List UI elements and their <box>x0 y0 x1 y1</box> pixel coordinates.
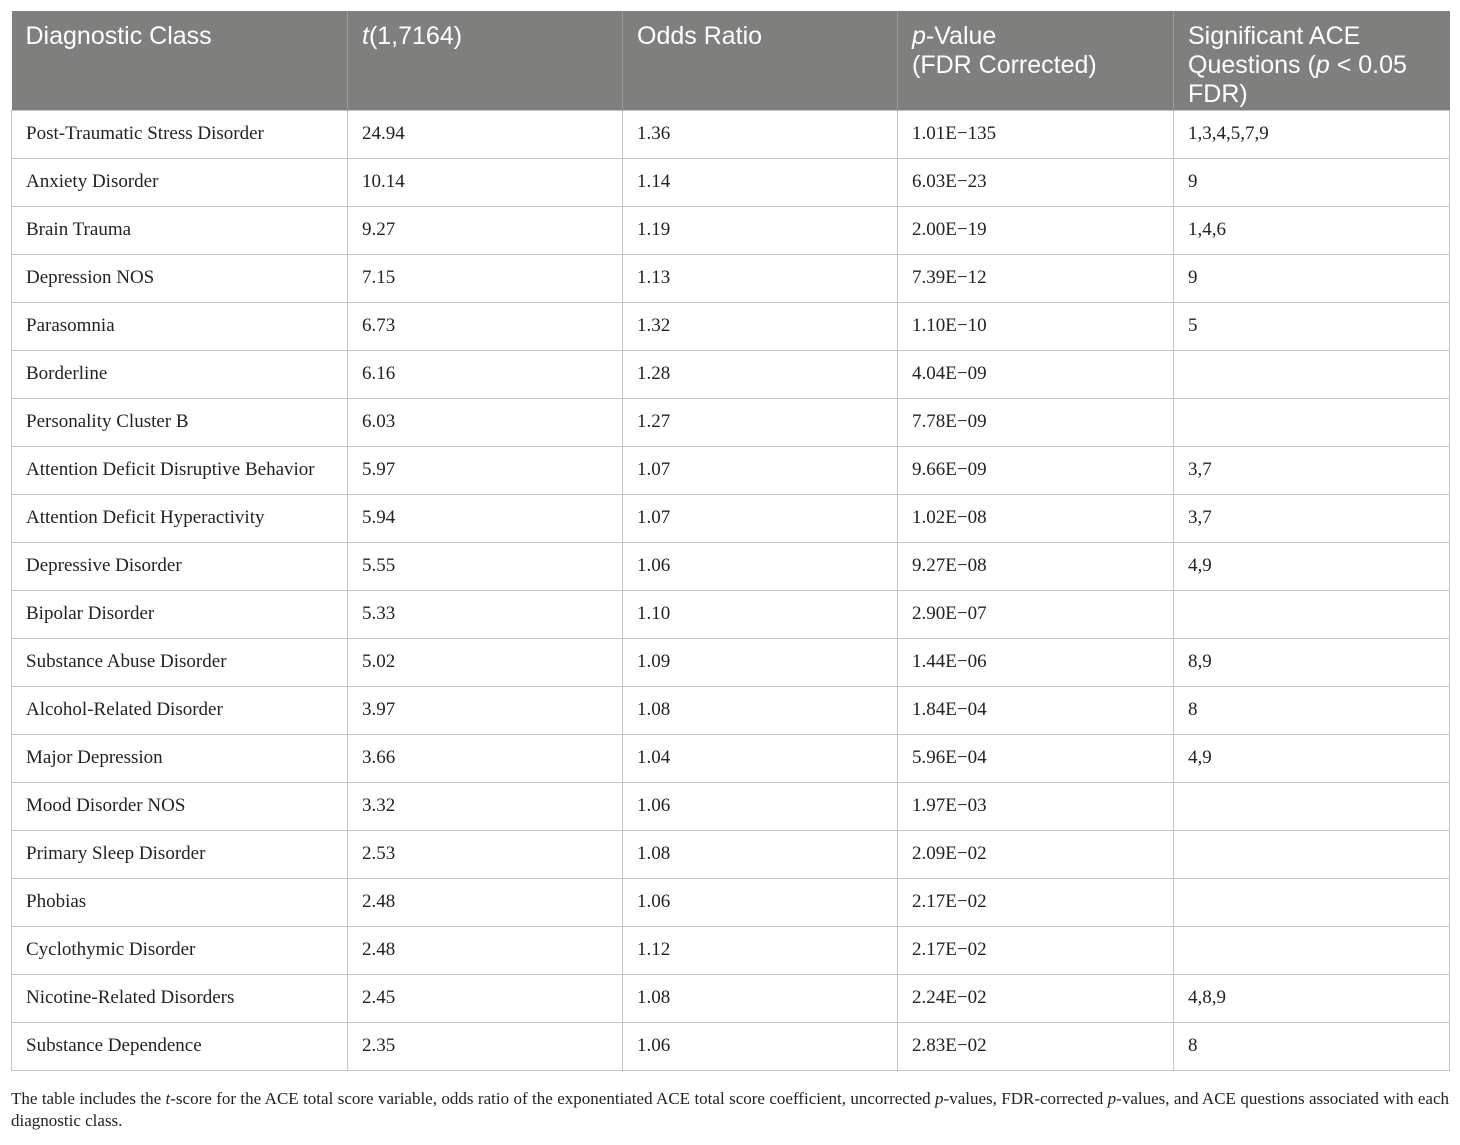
header-p-value-correction: (FDR Corrected) <box>912 51 1097 79</box>
cell-diagnostic-class: Substance Abuse Disorder <box>12 638 348 686</box>
table-row <box>12 1022 1450 1070</box>
cell-diagnostic-class: Cyclothymic Disorder <box>12 926 348 974</box>
table-row <box>12 110 1450 158</box>
cell-t-score: 6.03 <box>348 398 623 446</box>
cell-ace-questions: 4,8,9 <box>1174 974 1450 1022</box>
cell-p-value: 7.78E−09 <box>898 398 1174 446</box>
cell-odds-ratio: 1.06 <box>623 878 898 926</box>
table-row <box>12 254 1450 302</box>
table-row <box>12 542 1450 590</box>
cell-p-value: 1.02E−08 <box>898 494 1174 542</box>
cell-odds-ratio: 1.28 <box>623 350 898 398</box>
footnote-t-symbol: t <box>165 1089 171 1108</box>
cell-ace-questions <box>1174 926 1450 974</box>
cell-odds-ratio: 1.08 <box>623 974 898 1022</box>
cell-ace-questions <box>1174 782 1450 830</box>
cell-p-value: 1.97E−03 <box>898 782 1174 830</box>
cell-p-value: 1.84E−04 <box>898 686 1174 734</box>
cell-diagnostic-class: Personality Cluster B <box>12 398 348 446</box>
header-diagnostic-class-label: Diagnostic Class <box>25 22 212 50</box>
diagnostic-class-table <box>11 11 1450 1071</box>
cell-diagnostic-class: Bipolar Disorder <box>12 590 348 638</box>
table-row <box>12 590 1450 638</box>
cell-odds-ratio: 1.12 <box>623 926 898 974</box>
cell-p-value: 1.44E−06 <box>898 638 1174 686</box>
cell-diagnostic-class: Mood Disorder NOS <box>12 782 348 830</box>
cell-ace-questions <box>1174 350 1450 398</box>
cell-diagnostic-class: Parasomnia <box>12 302 348 350</box>
header-ace-p-symbol: p <box>1315 51 1330 79</box>
table-row <box>12 926 1450 974</box>
header-ace-part2: < 0.05 FDR) <box>1188 51 1407 108</box>
cell-p-value: 4.04E−09 <box>898 350 1174 398</box>
table-row <box>12 734 1450 782</box>
cell-t-score: 2.48 <box>348 926 623 974</box>
cell-ace-questions <box>1174 590 1450 638</box>
cell-ace-questions <box>1174 398 1450 446</box>
cell-odds-ratio: 1.06 <box>623 542 898 590</box>
cell-p-value: 2.17E−02 <box>898 878 1174 926</box>
cell-ace-questions: 1,3,4,5,7,9 <box>1174 110 1450 158</box>
cell-ace-questions <box>1174 830 1450 878</box>
cell-diagnostic-class: Borderline <box>12 350 348 398</box>
cell-p-value: 9.66E−09 <box>898 446 1174 494</box>
cell-diagnostic-class: Attention Deficit Disruptive Behavior <box>12 446 348 494</box>
cell-t-score: 6.16 <box>348 350 623 398</box>
table-row <box>12 494 1450 542</box>
cell-odds-ratio: 1.08 <box>623 830 898 878</box>
cell-t-score: 3.32 <box>348 782 623 830</box>
cell-diagnostic-class: Major Depression <box>12 734 348 782</box>
cell-t-score: 2.53 <box>348 830 623 878</box>
cell-odds-ratio: 1.32 <box>623 302 898 350</box>
header-diagnostic-class <box>12 11 348 110</box>
cell-t-score: 5.55 <box>348 542 623 590</box>
header-row <box>12 11 1450 110</box>
cell-ace-questions: 4,9 <box>1174 542 1450 590</box>
header-t-dof: (1,7164) <box>368 22 463 50</box>
header-t-score <box>348 11 623 110</box>
cell-ace-questions: 8 <box>1174 686 1450 734</box>
header-odds-ratio <box>623 11 898 110</box>
table-body <box>12 110 1450 1070</box>
results-table-container <box>11 11 1449 1071</box>
cell-diagnostic-class: Alcohol-Related Disorder <box>12 686 348 734</box>
table-row <box>12 830 1450 878</box>
cell-ace-questions: 8,9 <box>1174 638 1450 686</box>
header-ace-part1: Significant ACE Questions ( <box>1188 22 1361 79</box>
cell-t-score: 9.27 <box>348 206 623 254</box>
footnote-text-3: -values, FDR-corrected <box>943 1089 1108 1108</box>
cell-odds-ratio: 1.07 <box>623 494 898 542</box>
cell-odds-ratio: 1.06 <box>623 1022 898 1070</box>
cell-t-score: 2.35 <box>348 1022 623 1070</box>
table-row <box>12 158 1450 206</box>
cell-p-value: 2.17E−02 <box>898 926 1174 974</box>
cell-p-value: 2.24E−02 <box>898 974 1174 1022</box>
cell-odds-ratio: 1.08 <box>623 686 898 734</box>
cell-p-value: 1.10E−10 <box>898 302 1174 350</box>
cell-diagnostic-class: Post-Traumatic Stress Disorder <box>12 110 348 158</box>
cell-p-value: 5.96E−04 <box>898 734 1174 782</box>
cell-diagnostic-class: Phobias <box>12 878 348 926</box>
cell-t-score: 5.97 <box>348 446 623 494</box>
cell-t-score: 3.66 <box>348 734 623 782</box>
table-row <box>12 974 1450 1022</box>
cell-ace-questions: 3,7 <box>1174 494 1450 542</box>
cell-diagnostic-class: Anxiety Disorder <box>12 158 348 206</box>
cell-p-value: 7.39E−12 <box>898 254 1174 302</box>
cell-p-value: 2.09E−02 <box>898 830 1174 878</box>
cell-t-score: 6.73 <box>348 302 623 350</box>
table-row <box>12 446 1450 494</box>
cell-ace-questions: 1,4,6 <box>1174 206 1450 254</box>
table-row <box>12 878 1450 926</box>
header-t-symbol: t <box>362 22 369 50</box>
cell-odds-ratio: 1.14 <box>623 158 898 206</box>
header-significant-ace <box>1174 11 1450 110</box>
cell-odds-ratio: 1.19 <box>623 206 898 254</box>
table-row <box>12 206 1450 254</box>
footnote-text-1: The table includes the <box>11 1089 166 1108</box>
table-row <box>12 398 1450 446</box>
cell-odds-ratio: 1.36 <box>623 110 898 158</box>
cell-diagnostic-class: Brain Trauma <box>12 206 348 254</box>
table-footnote <box>11 1088 1449 1132</box>
footnote-p-symbol-1: p <box>935 1089 944 1108</box>
cell-odds-ratio: 1.13 <box>623 254 898 302</box>
cell-p-value: 6.03E−23 <box>898 158 1174 206</box>
cell-t-score: 24.94 <box>348 110 623 158</box>
cell-t-score: 2.45 <box>348 974 623 1022</box>
cell-diagnostic-class: Substance Dependence <box>12 1022 348 1070</box>
table-header <box>12 11 1450 110</box>
cell-odds-ratio: 1.27 <box>623 398 898 446</box>
cell-odds-ratio: 1.09 <box>623 638 898 686</box>
cell-diagnostic-class: Depression NOS <box>12 254 348 302</box>
cell-t-score: 5.02 <box>348 638 623 686</box>
table-row <box>12 302 1450 350</box>
table-row <box>12 638 1450 686</box>
cell-odds-ratio: 1.04 <box>623 734 898 782</box>
cell-diagnostic-class: Primary Sleep Disorder <box>12 830 348 878</box>
cell-ace-questions: 8 <box>1174 1022 1450 1070</box>
footnote-p-symbol-2: p <box>1107 1089 1117 1108</box>
footnote-text-4: -values, and ACE questions associated with each diagnostic class. <box>11 1089 1450 1130</box>
cell-t-score: 7.15 <box>348 254 623 302</box>
footnote-text-2: -score for the ACE total score variable, odds ratio of the exponentiated ACE total score coefficient, uncorrected <box>170 1089 936 1108</box>
cell-t-score: 5.33 <box>348 590 623 638</box>
table-row <box>12 782 1450 830</box>
cell-diagnostic-class: Depressive Disorder <box>12 542 348 590</box>
cell-p-value: 1.01E−135 <box>898 110 1174 158</box>
cell-ace-questions: 9 <box>1174 158 1450 206</box>
cell-diagnostic-class: Attention Deficit Hyperactivity <box>12 494 348 542</box>
cell-p-value: 9.27E−08 <box>898 542 1174 590</box>
cell-odds-ratio: 1.10 <box>623 590 898 638</box>
header-odds-ratio-label: Odds Ratio <box>637 22 763 50</box>
cell-ace-questions: 5 <box>1174 302 1450 350</box>
cell-p-value: 2.83E−02 <box>898 1022 1174 1070</box>
header-p-value-label: -Value <box>925 22 997 50</box>
cell-odds-ratio: 1.07 <box>623 446 898 494</box>
cell-ace-questions: 4,9 <box>1174 734 1450 782</box>
cell-t-score: 2.48 <box>348 878 623 926</box>
cell-t-score: 3.97 <box>348 686 623 734</box>
cell-p-value: 2.00E−19 <box>898 206 1174 254</box>
cell-t-score: 10.14 <box>348 158 623 206</box>
cell-ace-questions: 3,7 <box>1174 446 1450 494</box>
cell-t-score: 5.94 <box>348 494 623 542</box>
table-row <box>12 350 1450 398</box>
cell-ace-questions: 9 <box>1174 254 1450 302</box>
cell-diagnostic-class: Nicotine-Related Disorders <box>12 974 348 1022</box>
cell-p-value: 2.90E−07 <box>898 590 1174 638</box>
table-row <box>12 686 1450 734</box>
cell-ace-questions <box>1174 878 1450 926</box>
header-p-symbol: p <box>912 22 926 50</box>
cell-odds-ratio: 1.06 <box>623 782 898 830</box>
header-p-value <box>898 11 1174 110</box>
